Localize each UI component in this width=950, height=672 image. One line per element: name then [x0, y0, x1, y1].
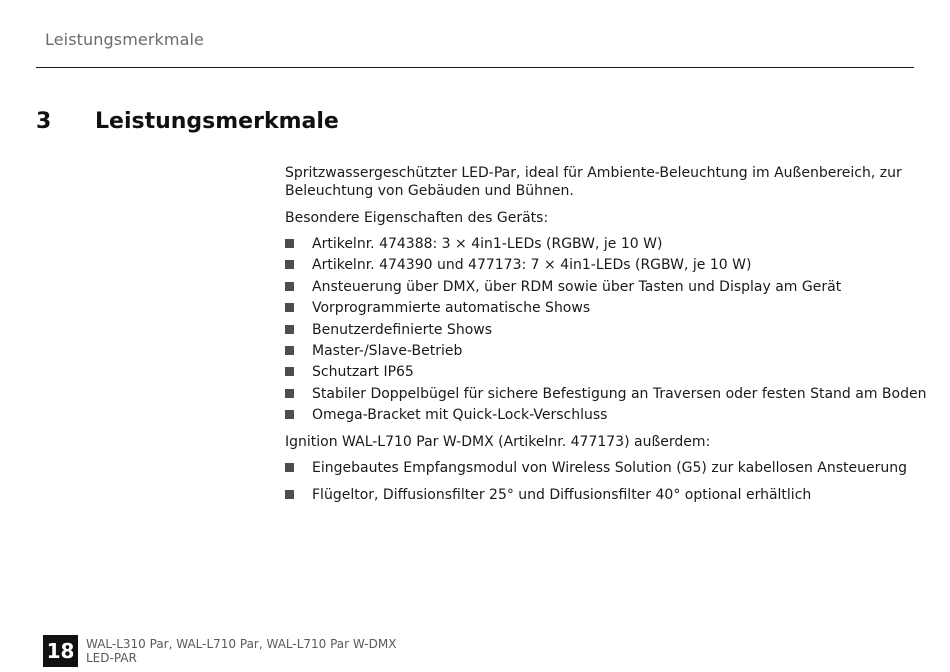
chapter-title: Leistungsmerkmale [95, 109, 339, 134]
list-item [285, 256, 905, 277]
footer-product-line: WAL-L310 Par, WAL-L710 Par, WAL-L710 Par W-DMX [86, 637, 397, 651]
features-list [285, 235, 927, 428]
list-item [285, 342, 905, 363]
bullet-square-icon [285, 303, 294, 312]
list-item [285, 406, 905, 427]
page-number: 18 [43, 635, 78, 667]
list-item-text: Vorprogrammierte automatische Shows [312, 300, 591, 317]
list-item [285, 321, 905, 342]
bullet-square-icon [285, 346, 294, 355]
bullet-square-icon [285, 239, 294, 248]
bullet-square-icon [285, 367, 294, 376]
features-label: Besondere Eigenschaften des Geräts: [285, 210, 549, 226]
bullet-square-icon [285, 389, 294, 398]
list-item-text: Flügeltor, Diffusionsfilter 25° und Diffusionsfilter 40° optional erhältlich [312, 487, 812, 504]
list-item-text: Artikelnr. 474388: 3 × 4in1-LEDs (RGBW, je 10 W) [312, 236, 663, 252]
intro-paragraph: Spritzwassergeschützter LED-Par, ideal für Ambiente-Beleuchtung im Außenbereich, zur Beleuchtung von Gebäuden und Bühnen. [285, 165, 902, 199]
list-item-text: Master-/Slave-Betrieb [312, 342, 463, 359]
bullet-square-icon [285, 282, 294, 291]
list-item [285, 486, 905, 514]
chapter-content [285, 164, 927, 514]
list-item-text: Artikelnr. 474390 und 477173: 7 × 4in1-LEDs (RGBW, je 10 W) [312, 257, 752, 274]
header-divider [36, 67, 914, 68]
footer-product-info [86, 637, 396, 665]
list-item-text: Omega-Bracket mit Quick-Lock-Verschluss [312, 407, 608, 424]
list-item [285, 385, 927, 406]
footer-product-type: LED-PAR [86, 651, 137, 665]
chapter-number: 3 [36, 109, 52, 134]
bullet-square-icon [285, 463, 294, 472]
extra-features-label: Ignition WAL-L710 Par W-DMX (Artikelnr. 477173) außerdem: [285, 433, 711, 450]
list-item-text: Ansteuerung über DMX, über RDM sowie über Tasten und Display am Gerät [312, 278, 842, 295]
list-item [285, 235, 905, 256]
list-item [285, 278, 905, 299]
list-item-text: Benutzerdefinierte Shows [312, 321, 492, 338]
bullet-square-icon [285, 325, 294, 334]
bullet-square-icon [285, 260, 294, 269]
list-item-text: Stabiler Doppelbügel für sichere Befestigung an Traversen oder festen Stand am Boden [312, 385, 927, 402]
running-header: Leistungsmerkmale [45, 30, 204, 49]
list-item [285, 363, 905, 384]
bullet-square-icon [285, 410, 294, 419]
list-item-text: Schutzart IP65 [312, 364, 414, 381]
list-item [285, 459, 908, 487]
list-item [285, 299, 905, 320]
chapter-heading [36, 109, 339, 134]
bullet-square-icon [285, 490, 294, 499]
list-item-text: Eingebautes Empfangsmodul von Wireless Solution (G5) zur kabellosen Ansteuerung [312, 459, 908, 476]
extra-features-list [285, 459, 908, 514]
